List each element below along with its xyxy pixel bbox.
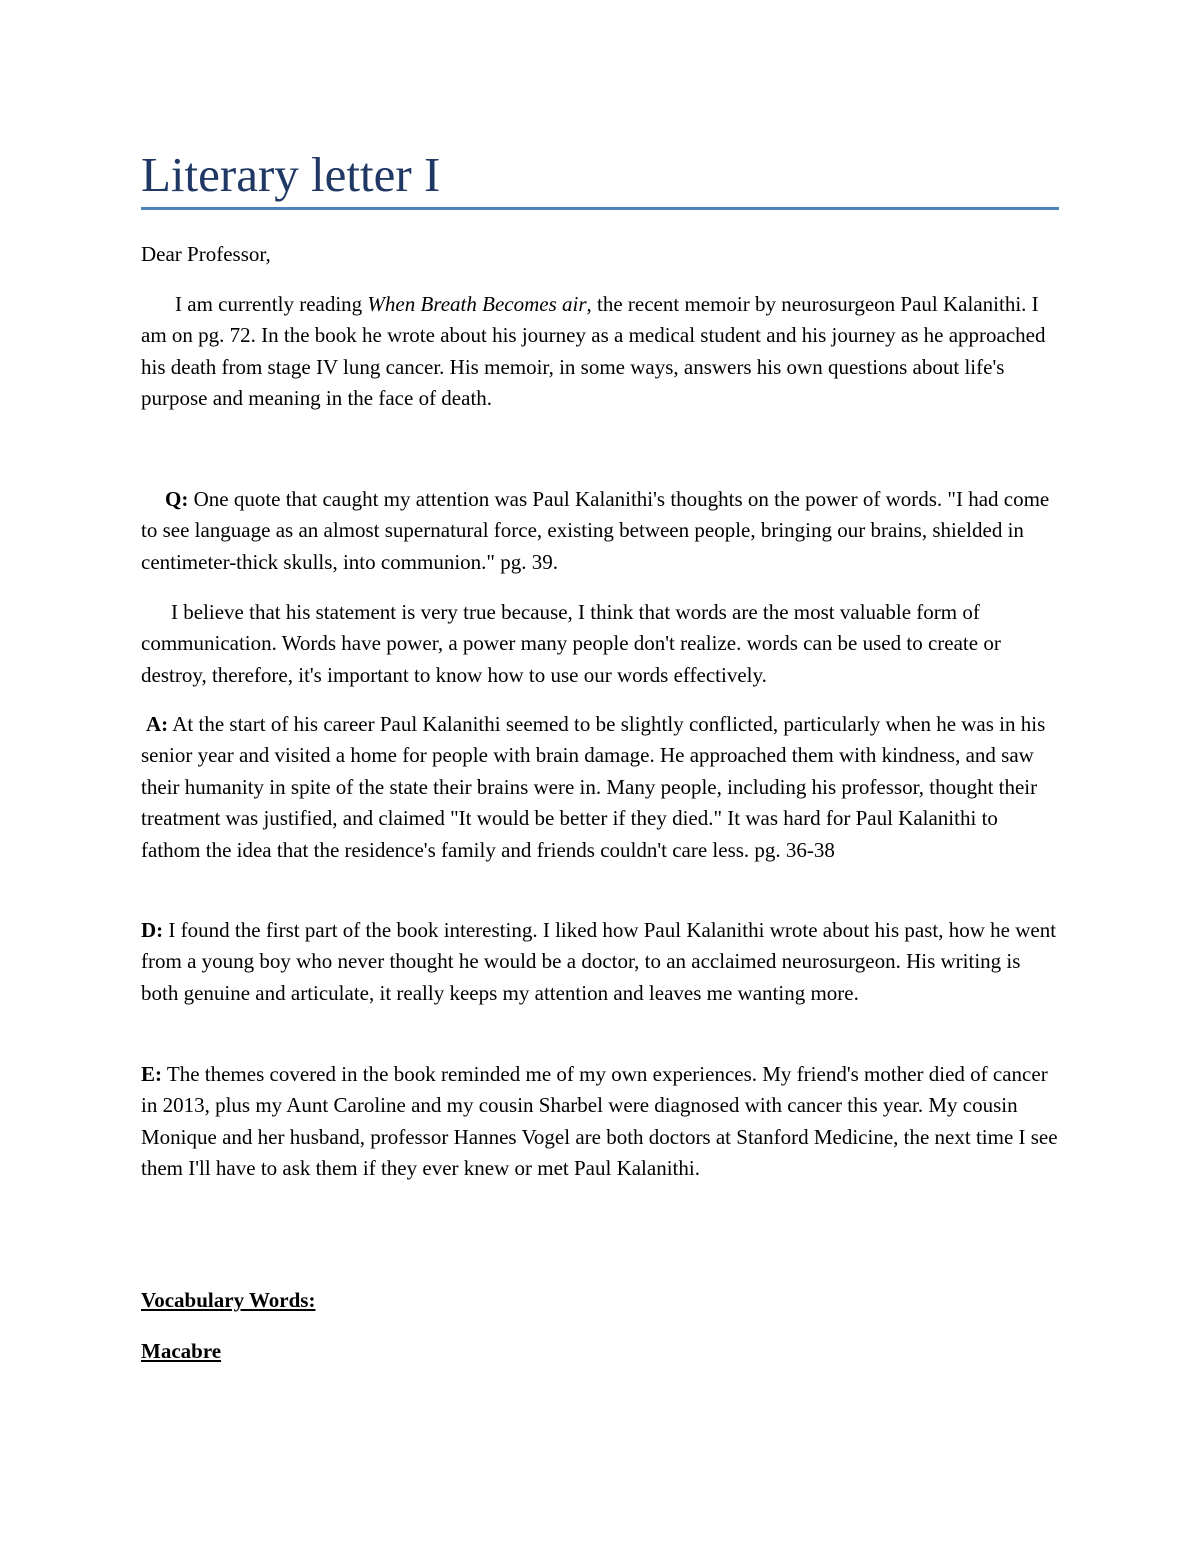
question-label: Q: <box>165 487 189 511</box>
salutation: Dear Professor, <box>141 242 271 266</box>
vocabulary-word: Macabre <box>141 1339 222 1363</box>
analysis-label: A: <box>146 712 169 736</box>
intro-text-after: , the recent memoir by neurosurgeon Paul Kalanithi. I am on pg. 72. In the book he wrote about his journey as a medical student and his journey as he approached his death from stage IV lung cancer. His memoir, in some ways, answers his own questions about life's purpose and meaning in the face of death. <box>141 292 1046 411</box>
question-paragraph <box>141 484 1059 578</box>
discussion-text: I found the first part of the book interesting. I liked how Paul Kalanithi wrote about his past, how he went from a young boy who never thought he would be a doctor, to an acclaimed neurosurgeon. His writing is both genuine and articulate, it really keeps my attention and leaves me wanting more. <box>141 918 1057 1005</box>
vocabulary-heading: Vocabulary Words: <box>141 1288 316 1312</box>
title-underline-rule <box>141 207 1059 210</box>
discussion-paragraph <box>141 915 1059 1009</box>
experience-paragraph <box>141 1059 1059 1185</box>
question-text: One quote that caught my attention was Paul Kalanithi's thoughts on the power of words. "I had come to see language as an almost supernatural force, existing between people, bringing our brains, shielded in centimeter-thick skulls, into communion." pg. 39. <box>141 487 1050 574</box>
intro-text-before: I am currently reading <box>175 292 368 316</box>
analysis-paragraph <box>141 709 1059 866</box>
discussion-label: D: <box>141 918 164 942</box>
experience-text: The themes covered in the book reminded me of my own experiences. My friend's mother died of cancer in 2013, plus my Aunt Caroline and my cousin Sharbel were diagnosed with cancer this year. My cousin Monique and her husband, professor Hannes Vogel are both doctors at Stanford Medicine, the next time I see them I'll have to ask them if they ever knew or met Paul Kalanithi. <box>141 1062 1058 1181</box>
intro-paragraph <box>141 289 1059 415</box>
book-title: When Breath Becomes air <box>367 292 587 316</box>
belief-paragraph: I believe that his statement is very true because, I think that words are the most valuable form of communication. Words have power, a power many people don't realize. words can be used to create or destroy, therefore, it's important to know how to use our words effectively. <box>141 600 1001 687</box>
analysis-text: At the start of his career Paul Kalanithi seemed to be slightly conflicted, particularly when he was in his senior year and visited a home for people with brain damage. He approached them with kindness, and saw their humanity in spite of the state their brains were in. Many people, including his professor, thought their treatment was justified, and claimed "It would be better if they died." It was hard for Paul Kalanithi to fathom the idea that the residence's family and friends couldn't care less. pg. 36-38 <box>141 712 1046 862</box>
document-title: Literary letter I <box>141 147 441 202</box>
experience-label: E: <box>141 1062 162 1086</box>
